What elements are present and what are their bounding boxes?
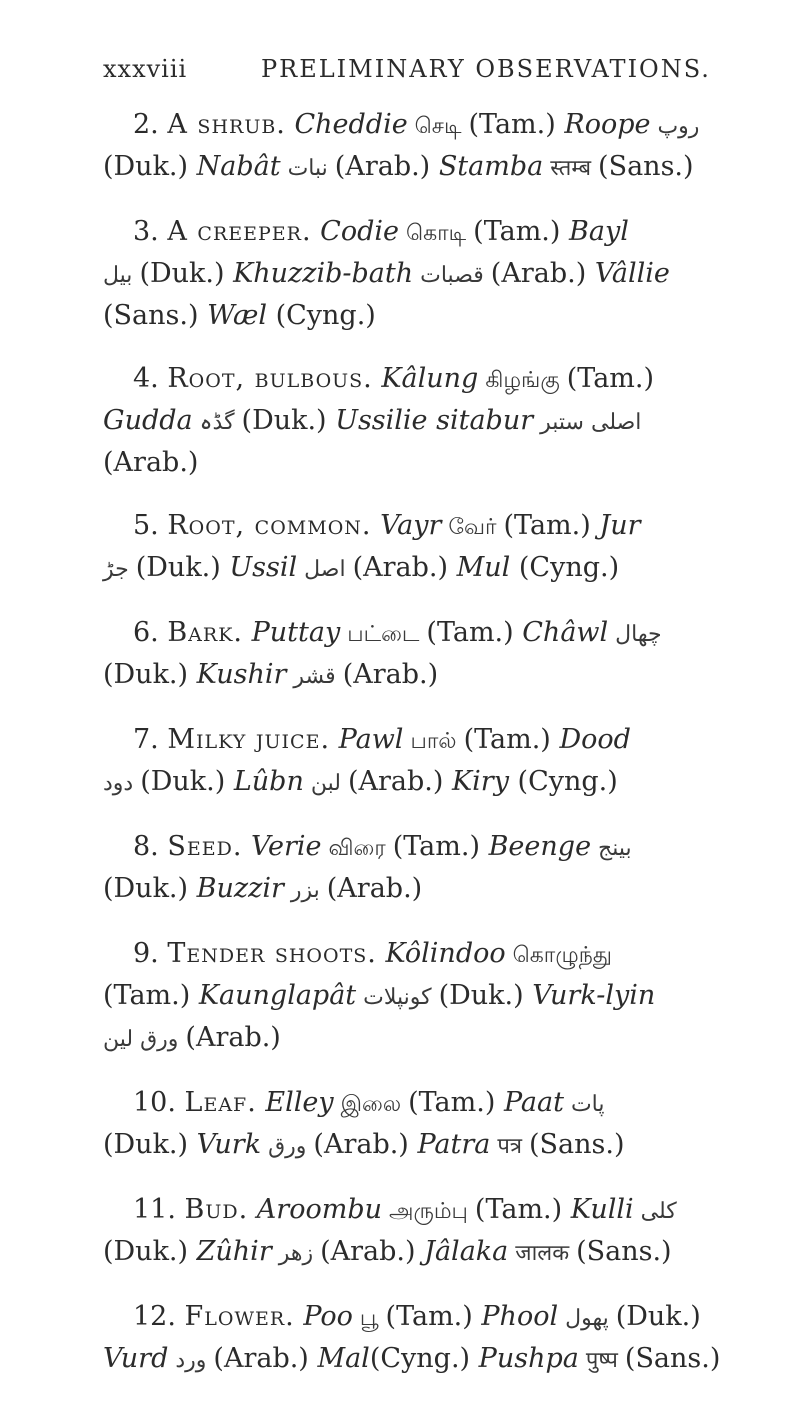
native-script: جڑ	[103, 557, 136, 582]
entry-text: 3.	[133, 216, 168, 247]
entry-text: (Duk.)	[139, 258, 234, 289]
term: Nabât	[196, 151, 281, 182]
native-script: لبن	[303, 771, 348, 796]
term: Pawl	[338, 724, 404, 755]
term: Jâlaka	[424, 1236, 509, 1267]
native-script: கொடி	[398, 221, 474, 246]
entry-text: 8.	[133, 831, 168, 862]
entry-heading: Tender shoots.	[167, 938, 377, 969]
term: Pushpa	[478, 1343, 579, 1374]
term: Mal	[317, 1343, 370, 1374]
native-script: पुष्प	[578, 1348, 625, 1373]
entry-line	[103, 720, 763, 762]
native-script: பால்	[403, 729, 464, 754]
term: Phool	[481, 1301, 559, 1332]
entry-heading: Bud.	[184, 1194, 249, 1225]
entry-text: (Duk.)	[103, 151, 197, 182]
native-script: نبات	[280, 156, 335, 181]
entry-text: 9.	[133, 938, 168, 969]
entry-line	[103, 254, 763, 296]
entry-text: (Duk.)	[103, 1129, 197, 1160]
term: Cheddie	[294, 109, 408, 140]
entry-heading: Milky juice.	[167, 724, 331, 755]
term: Kâlung	[381, 363, 479, 394]
entry-line	[103, 1339, 763, 1381]
term: Jur	[599, 510, 641, 541]
entry-line	[103, 1125, 763, 1167]
term: Stamba	[438, 151, 544, 182]
entry-line	[103, 1018, 763, 1060]
entry-text: (Cyng.)	[510, 552, 620, 583]
entry-heading: Flower.	[184, 1301, 295, 1332]
native-script: دود	[103, 771, 141, 796]
entry-text: (Arab.)	[185, 1022, 281, 1053]
entry-text: (Arab.)	[313, 1129, 418, 1160]
entry-heading: A creeper.	[167, 216, 312, 247]
glossary-entry	[103, 827, 763, 911]
entry-line	[103, 1297, 763, 1339]
entry-line	[103, 934, 763, 976]
term: Verie	[251, 831, 322, 862]
entry-text: (Tam.)	[474, 1194, 571, 1225]
glossary-entry	[103, 1190, 763, 1274]
entry-heading: Root, bulbous.	[167, 363, 373, 394]
entry-text: (Sans.)	[528, 1129, 625, 1160]
native-script: ورق لين	[103, 1027, 186, 1052]
native-script: स्तम्ब	[543, 156, 599, 181]
term: Elley	[265, 1087, 334, 1118]
entry-text: (Duk.)	[135, 552, 230, 583]
entry-line	[103, 212, 763, 254]
entry-line	[103, 359, 763, 401]
entry-line	[103, 1190, 763, 1232]
term: Lûbn	[233, 766, 304, 797]
entry-text: (Duk.)	[140, 766, 234, 797]
entry-text: (Sans.)	[624, 1343, 721, 1374]
term: Vurk	[196, 1129, 262, 1160]
entry-line	[103, 506, 763, 548]
term: Gudda	[103, 405, 193, 436]
term: Poo	[303, 1301, 353, 1332]
entry-text: (Arab.)	[326, 873, 423, 904]
term: Mul	[456, 552, 511, 583]
glossary-entry	[103, 212, 763, 336]
entry-text: (Tam.)	[408, 1087, 504, 1118]
native-script: கிழங்கு	[478, 368, 567, 393]
entry-text: (Tam.)	[385, 1301, 482, 1332]
term: Patra	[417, 1129, 491, 1160]
native-script: जालक	[508, 1241, 577, 1266]
term: Beenge	[488, 831, 592, 862]
entry-text	[312, 216, 321, 247]
entry-text: (Arab.)	[334, 151, 439, 182]
native-script: کلی	[633, 1199, 677, 1224]
entry-line	[103, 869, 763, 911]
entry-text: (Sans.)	[103, 300, 208, 331]
entry-text: 12.	[133, 1301, 185, 1332]
term: Vurd	[103, 1343, 169, 1374]
term: Roope	[564, 109, 651, 140]
entry-line	[103, 443, 763, 483]
native-script: بزر	[283, 878, 327, 903]
native-script: பட்டை	[340, 622, 427, 647]
entry-line	[103, 762, 763, 804]
entry-line	[103, 105, 763, 147]
entry-text: 11.	[133, 1194, 185, 1225]
native-script: قصبات	[413, 263, 491, 288]
term: Buzzir	[196, 873, 284, 904]
term: Châwl	[522, 617, 609, 648]
entry-text: 4.	[133, 363, 168, 394]
term: Ussil	[229, 552, 298, 583]
entry-text: 7.	[133, 724, 168, 755]
entry-text	[248, 1194, 257, 1225]
entry-text: (Duk.)	[103, 873, 197, 904]
entry-line	[103, 976, 763, 1018]
term: Khuzzib-bath	[233, 258, 414, 289]
term: Kulli	[570, 1194, 634, 1225]
entry-text: (Arab.)	[352, 552, 457, 583]
native-script: چھال	[608, 622, 662, 647]
entry-text	[330, 724, 339, 755]
term: Vayr	[380, 510, 442, 541]
entry-line	[103, 401, 763, 443]
running-title: PRELIMINARY OBSERVATIONS.	[261, 55, 711, 83]
glossary-entry	[103, 506, 763, 590]
entry-text: (Cyng.)	[508, 766, 618, 797]
native-script: வேர்	[441, 515, 504, 540]
entry-text: (Duk.)	[438, 980, 533, 1011]
native-script: கொழுந்து	[505, 943, 612, 968]
native-script: اصلی ستبر	[533, 410, 642, 435]
term: Paat	[503, 1087, 564, 1118]
native-script: کونپلات	[356, 985, 439, 1010]
term: Kushir	[196, 659, 287, 690]
term: Vâllie	[594, 258, 670, 289]
entry-text	[371, 510, 380, 541]
term: Kaunglapât	[198, 980, 357, 1011]
term: Dood	[559, 724, 631, 755]
entry-heading: Bark.	[167, 617, 243, 648]
glossary-entry	[103, 105, 763, 189]
entry-line	[103, 1083, 763, 1125]
native-script: செடி	[407, 114, 469, 139]
native-script: விரை	[321, 836, 393, 861]
glossary-entry	[103, 613, 763, 697]
native-script: بيل	[103, 263, 140, 288]
native-script: இலை	[333, 1092, 409, 1117]
entry-text: (Arab.)	[320, 1236, 425, 1267]
entry-text: (Tam.)	[566, 363, 655, 394]
page-number: xxxviii	[103, 55, 188, 83]
glossary-entries	[103, 105, 763, 1381]
entry-line	[103, 1232, 763, 1274]
entry-text: (Sans.)	[598, 151, 694, 182]
entry-text: (Arab.)	[490, 258, 595, 289]
entry-text: (Cyng.)	[267, 300, 376, 331]
entry-text: (Tam.)	[103, 980, 199, 1011]
glossary-entry	[103, 934, 763, 1060]
page-header	[103, 55, 753, 95]
entry-text: (Arab.)	[103, 447, 199, 478]
native-script: قشر	[286, 664, 343, 689]
entry-text: (Cyng.)	[369, 1343, 479, 1374]
native-script: ورد	[168, 1348, 214, 1373]
entry-text: (Tam.)	[463, 724, 560, 755]
native-script: روپ	[650, 114, 700, 139]
entry-text	[242, 831, 251, 862]
native-script: پھول	[558, 1306, 616, 1331]
term: Aroombu	[256, 1194, 382, 1225]
entry-text: 2.	[133, 109, 168, 140]
entry-text: (Tam.)	[473, 216, 570, 247]
entry-text: (Tam.)	[426, 617, 523, 648]
entry-heading: Root, common.	[167, 510, 372, 541]
native-script: पत्र	[490, 1134, 529, 1159]
entry-text: (Tam.)	[468, 109, 565, 140]
entry-text: (Duk.)	[615, 1301, 701, 1332]
term: Kiry	[451, 766, 509, 797]
glossary-entry	[103, 359, 763, 483]
term: Puttay	[251, 617, 341, 648]
entry-text	[243, 617, 252, 648]
entry-text: (Tam.)	[392, 831, 489, 862]
native-script: زهر	[271, 1241, 321, 1266]
entry-text: (Duk.)	[241, 405, 336, 436]
entry-text: (Tam.)	[503, 510, 600, 541]
entry-line	[103, 827, 763, 869]
entry-text: (Duk.)	[103, 1236, 197, 1267]
term: Kôlindoo	[385, 938, 506, 969]
native-script: ورق	[261, 1134, 314, 1159]
entry-text: (Duk.)	[103, 659, 197, 690]
entry-text: 6.	[133, 617, 168, 648]
entry-line	[103, 147, 763, 189]
entry-text: (Arab.)	[213, 1343, 318, 1374]
entry-text: 10.	[133, 1087, 185, 1118]
glossary-entry	[103, 720, 763, 804]
entry-text: (Arab.)	[347, 766, 452, 797]
entry-text: (Sans.)	[576, 1236, 672, 1267]
term: Zûhir	[196, 1236, 272, 1267]
native-script: பூ	[352, 1306, 386, 1331]
native-script: گڈہ	[192, 410, 242, 435]
native-script: بینج	[591, 836, 632, 861]
glossary-entry	[103, 1297, 763, 1381]
term: Bayl	[569, 216, 629, 247]
entry-text: 5.	[133, 510, 168, 541]
native-script: پات	[563, 1092, 605, 1117]
glossary-entry	[103, 1083, 763, 1167]
entry-heading: Leaf.	[184, 1087, 257, 1118]
term: Codie	[320, 216, 399, 247]
entry-heading: A shrub.	[167, 109, 286, 140]
entry-line	[103, 613, 763, 655]
entry-text: (Arab.)	[342, 659, 439, 690]
term: Ussilie sitabur	[335, 405, 534, 436]
entry-line	[103, 655, 763, 697]
native-script: اصل	[297, 557, 353, 582]
term: Wæl	[207, 300, 268, 331]
native-script: அரும்பு	[382, 1199, 475, 1224]
entry-line	[103, 548, 763, 590]
entry-line	[103, 296, 763, 336]
entry-heading: Seed.	[167, 831, 243, 862]
term: Vurk-lyin	[532, 980, 656, 1011]
